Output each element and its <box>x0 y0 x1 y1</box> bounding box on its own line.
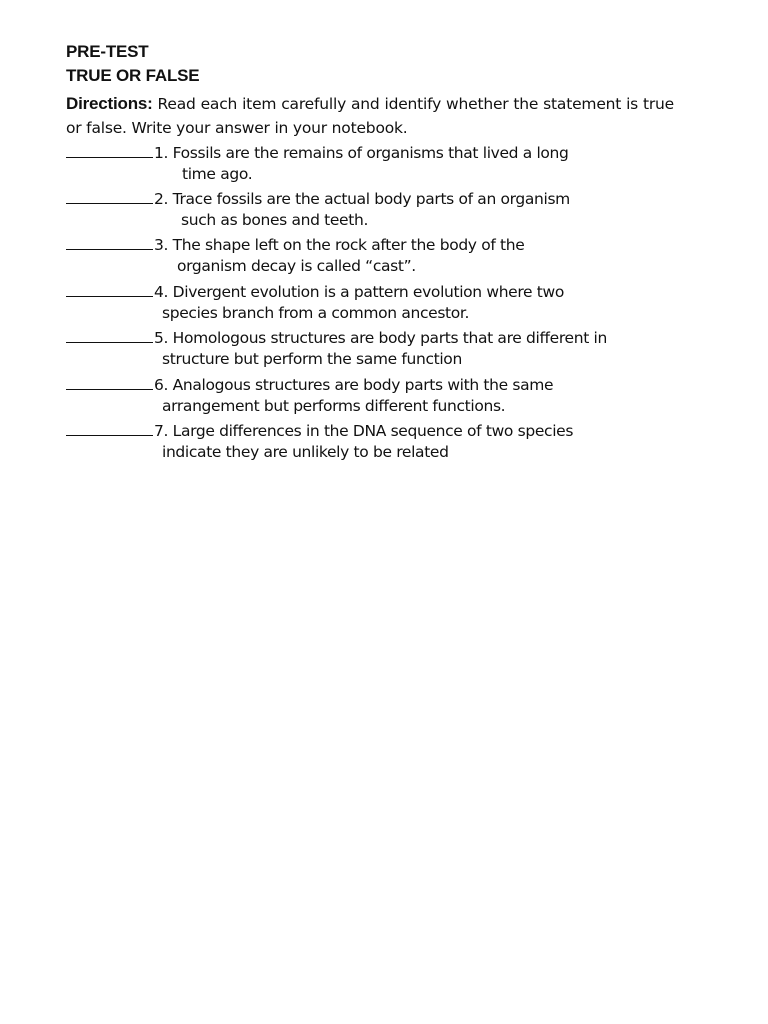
answer-blank[interactable] <box>66 374 153 390</box>
directions-text: Read each item carefully and identify whether the statement is true or false. Write your answer in your notebook. <box>66 95 674 137</box>
answer-blank[interactable] <box>66 327 153 343</box>
item-2 <box>66 188 570 208</box>
item-5 <box>66 327 607 347</box>
item-6-continuation: arrangement but performs different functions. <box>162 397 506 415</box>
item-6 <box>66 374 553 394</box>
item-3 <box>66 234 524 254</box>
answer-blank[interactable] <box>66 234 153 250</box>
item-4-text: 4. Divergent evolution is a pattern evolution where two <box>154 283 564 301</box>
item-2-continuation: such as bones and teeth. <box>181 211 369 229</box>
answer-blank[interactable] <box>66 420 153 436</box>
item-4-continuation: species branch from a common ancestor. <box>162 304 470 322</box>
item-3-continuation: organism decay is called “cast”. <box>177 257 416 275</box>
page-subtitle: TRUE OR FALSE <box>66 66 200 85</box>
item-2-text: 2. Trace fossils are the actual body parts of an organism <box>154 190 570 208</box>
item-1 <box>66 142 569 162</box>
item-1-continuation: time ago. <box>182 165 253 183</box>
item-5-text: 5. Homologous structures are body parts that are different in <box>154 329 607 347</box>
item-4 <box>66 281 564 301</box>
item-6-text: 6. Analogous structures are body parts with the same <box>154 376 554 394</box>
page-title: PRE-TEST <box>66 42 149 61</box>
answer-blank[interactable] <box>66 142 153 158</box>
directions-paragraph <box>66 92 674 140</box>
item-5-continuation: structure but perform the same function <box>162 350 462 368</box>
item-7 <box>66 420 573 440</box>
answer-blank[interactable] <box>66 281 153 297</box>
item-1-text: 1. Fossils are the remains of organisms that lived a long <box>154 144 569 162</box>
directions-label: Directions: <box>66 94 153 113</box>
item-7-text: 7. Large differences in the DNA sequence of two species <box>154 422 574 440</box>
item-7-continuation: indicate they are unlikely to be related <box>162 443 449 461</box>
answer-blank[interactable] <box>66 188 153 204</box>
item-3-text: 3. The shape left on the rock after the body of the <box>154 236 525 254</box>
